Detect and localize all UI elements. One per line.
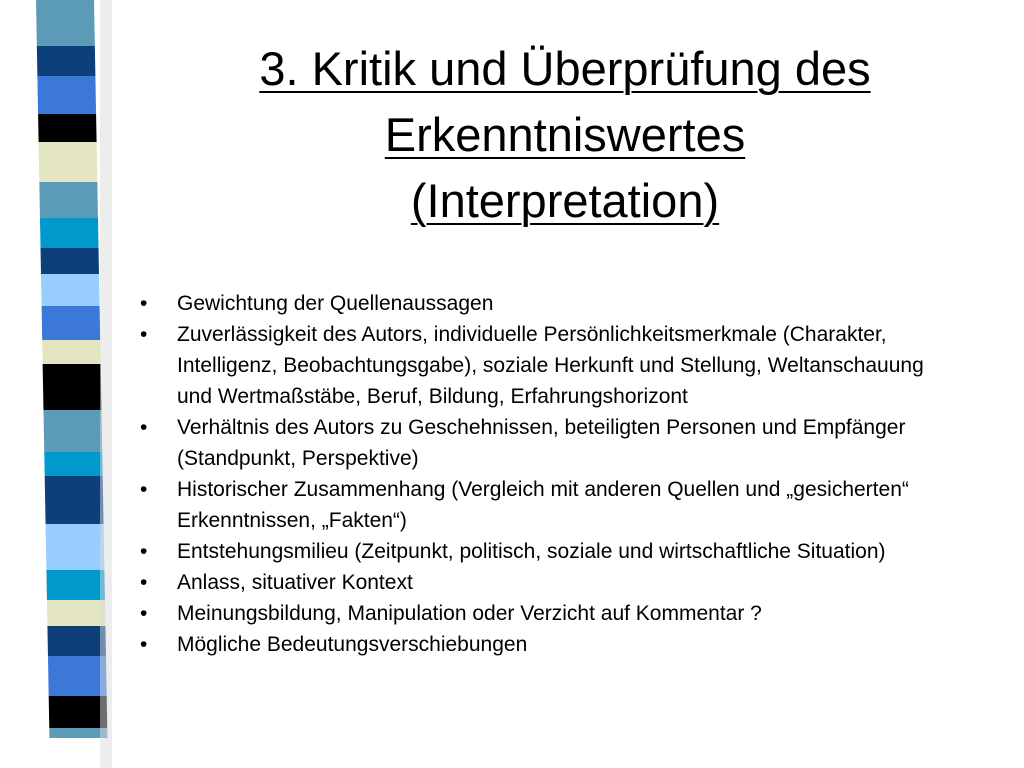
stripe-band [44,452,102,476]
list-item [138,288,958,319]
bullet-glyph: • [140,602,148,625]
stripe-band [47,600,105,626]
stripe-band [42,340,100,364]
stripe-band [45,476,104,524]
stripe-band [43,364,102,410]
bullet-glyph: • [140,416,148,439]
title-line-3: (Interpretation) [410,174,720,227]
decorative-stripe-bar [0,0,120,768]
list-item [138,536,958,567]
bullet-glyph: • [140,571,148,594]
stripe-pattern [0,0,120,768]
stripe-band [37,76,96,114]
stripe-band [39,182,98,218]
stripe-band [49,696,108,728]
list-item [138,319,958,412]
stripe-band [46,570,105,600]
bullet-text: Meinungsbildung, Manipulation oder Verzicht auf Kommentar ? [177,602,762,625]
bullet-text: Gewichtung der Quellenaussagen [177,292,494,315]
stripe-shadow [100,0,112,768]
bullet-glyph: • [140,292,148,315]
title-line-2: Erkenntniswertes [384,108,746,161]
stripe-band [39,142,98,182]
bullet-text: Anlass, situativer Kontext [177,571,413,594]
stripe-band [43,410,102,452]
stripe-band [48,656,107,696]
stripe-band [41,274,100,306]
bullet-glyph: • [140,478,148,501]
bullet-glyph: • [140,323,148,346]
list-item [138,474,958,536]
stripe-band [37,46,96,76]
stripe-band [36,0,94,18]
list-item [138,629,958,660]
stripe-band [41,248,99,274]
title-line-1: 3. Kritik und Überprüfung des [259,42,871,95]
bullet-glyph: • [140,540,148,563]
bullet-text: Entstehungsmilieu (Zeitpunkt, politisch, soziale und wirtschaftliche Situation) [177,540,886,563]
stripe-band [49,728,107,738]
list-item [138,412,958,474]
stripe-band [38,114,97,142]
slide-title [150,36,980,234]
bullet-text: Zuverlässigkeit des Autors, individuelle Persönlichkeitsmerkmale (Charakter, Intelligenz, Beobachtungsgabe), soziale Herkunft und Stellung, Weltanschauung und Wertmaßstäbe, Beruf, Bildung, Erfahrungshorizont [177,323,924,408]
stripe-band [40,218,99,248]
list-item [138,598,958,629]
stripe-band [36,18,95,46]
bullet-text: Verhältnis des Autors zu Geschehnissen, beteiligten Personen und Empfänger (Standpunkt, Perspektive) [177,416,906,470]
bullet-text: Historischer Zusammenhang (Vergleich mit anderen Quellen und „gesicherten“ Erkenntnissen, „Fakten“) [177,478,909,532]
bullet-list [138,288,958,660]
stripe-band [47,626,106,656]
bullet-glyph: • [140,633,148,656]
stripe-band [42,306,101,340]
bullet-text: Mögliche Bedeutungsverschiebungen [177,633,528,656]
list-item [138,567,958,598]
stripe-band [46,524,105,570]
